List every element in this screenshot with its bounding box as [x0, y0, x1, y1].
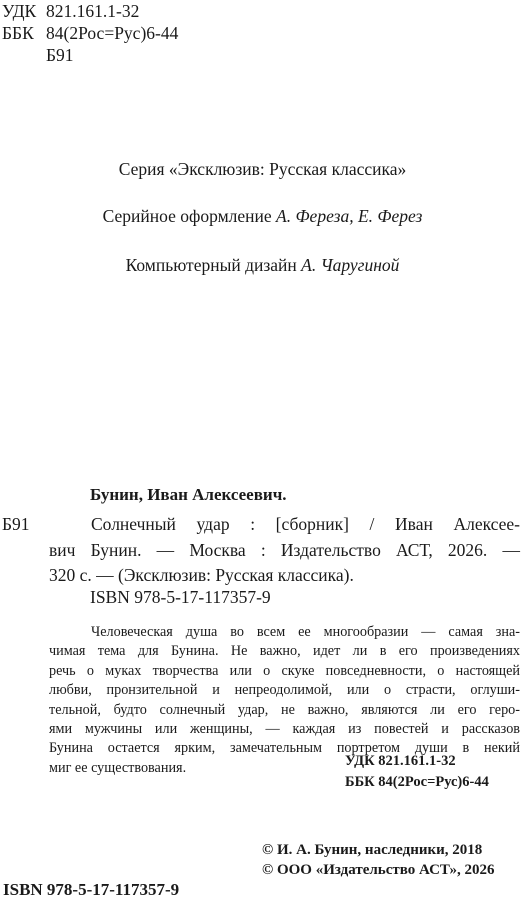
design-credit-line: [0, 206, 525, 227]
copyright-publisher: © ООО «Издательство АСТ», 2026: [262, 862, 495, 878]
author-heading: Бунин, Иван Алексеевич.: [90, 485, 287, 504]
annotation-line-4: любви, пронзительной и непреодолимой, или о страсти, оглуши-: [49, 682, 520, 699]
computer-design-line: [0, 255, 525, 276]
copyright-block: [262, 840, 495, 880]
bib-author-mark: Б91: [2, 514, 30, 534]
annotation-line-6: ями мужчины или женщины, — каждая из повестей и рассказов: [49, 721, 520, 738]
annotation-line-1: Человеческая душа во всем ее многообразии — самая зна-: [91, 624, 520, 640]
bib-line-3: 320 с. — (Эксклюзив: Русская классика).: [49, 565, 354, 585]
series-text: Серия «Эксклюзив: Русская классика»: [118, 159, 407, 179]
classification-codes: [2, 0, 178, 66]
bbk-code-row: [2, 22, 178, 44]
annotation-line-5: тельной, будто солнечный удар, не важно, являются ли его геро-: [49, 701, 520, 718]
right-classification-codes: [345, 751, 489, 793]
bbk-value: 84(2Рос=Рус)6-44: [46, 23, 179, 43]
copyright-author: © И. А. Бунин, наследники, 2018: [262, 842, 483, 858]
annotation-line-3: речь о муках творчества или о скуке повседневности, о настоящей: [49, 662, 520, 679]
annotation-line-7: Бунина остается ярким, замечательным портретом души в некий: [49, 740, 520, 757]
isbn-record: ISBN 978-5-17-117357-9: [90, 587, 271, 607]
bibliographic-description: [2, 512, 520, 589]
bib-line-1: Солнечный удар : [сборник] / Иван Алексее-: [91, 514, 520, 534]
right-udc-code: УДК 821.161.1-32: [345, 753, 456, 769]
udc-code-row: [2, 0, 178, 22]
right-bbk-code: ББК 84(2Рос=Рус)6-44: [345, 774, 489, 790]
udc-value: 821.161.1-32: [46, 1, 140, 21]
author-mark-row: [2, 44, 178, 66]
annotation-line-8: миг ее существования.: [49, 759, 187, 776]
computer-design-label: Компьютерный дизайн: [125, 255, 297, 275]
bbk-label: ББК: [2, 23, 34, 43]
annotation-line-2: чимая тема для Бунина. Не важно, идет ли в его произведениях: [49, 643, 520, 660]
computer-design-name: А. Чаругиной: [301, 255, 400, 275]
bib-line-2: вич Бунин. — Москва : Издательство АСТ, 2026. —: [49, 539, 520, 560]
design-credit-label: Серийное оформление: [102, 206, 272, 226]
design-credit-names: А. Фереза, Е. Ферез: [276, 206, 423, 226]
udc-label: УДК: [2, 1, 37, 21]
author-mark-code: Б91: [46, 45, 74, 65]
series-line: [0, 159, 525, 180]
isbn-footer: ISBN 978-5-17-117357-9: [3, 880, 180, 899]
